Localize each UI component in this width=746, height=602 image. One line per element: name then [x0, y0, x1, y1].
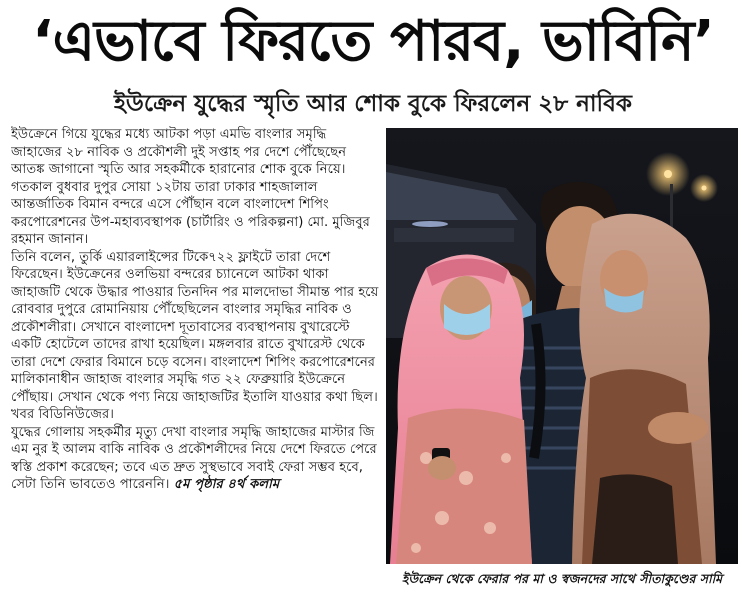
article-body	[11, 126, 379, 596]
article-photo	[386, 128, 738, 564]
photo-illustration	[386, 128, 738, 564]
photo-caption: ইউক্রেন থেকে ফেরার পর মা ও স্বজনদের সাথে সীতাকুণ্ডের সামি	[401, 571, 723, 586]
article-paragraph-3-text: যুদ্ধের গোলায় সহকর্মীর মৃত্যু দেখা বাংলার সমৃদ্ধি জাহাজের মাস্টার জি এম নুর ই আলম বাকি নাবিক ও প্রকৌশলীদের নিয়ে দেশে ফিরতে পেরে স্বস্তি প্রকাশ করেছেন; তবে এত দ্রুত সুস্থভাবে সবাই ফেরা সম্ভব হবে, সেটা তিনি ভাবতেও পারেননি।	[11, 424, 377, 492]
article-paragraph-1: ইউক্রেনে গিয়ে যুদ্ধের মধ্যে আটকা পড়া এমভি বাংলার সমৃদ্ধি জাহাজের ২৮ নাবিক ও প্রকৌশলী দুই সপ্তাহ পর দেশে পৌঁছেছেন আতঙ্ক জাগানো স্মৃতি আর সহকর্মীকে হারানোর শোক বুকে নিয়ে। গতকাল বুধবার দুপুর সোয়া ১২টায় তারা ঢাকার শাহজালাল আন্তর্জাতিক বিমান বন্দরে এসে পৌঁছান বলে বাংলাদেশ শিপিং করপোরেশনের উপ-মহাব্যবস্থাপক (চার্টারিং ও পরিকল্পনা) মো. মুজিবুর রহমান জানান।	[11, 127, 370, 247]
article-headline: ‘এভাবে ফিরতে পারব, ভাবিনি’	[32, 9, 714, 74]
article-subheadline: ইউক্রেন যুদ্ধের স্মৃতি আর শোক বুকে ফিরলেন ২৮ নাবিক	[113, 91, 633, 117]
article-paragraph-3	[11, 424, 379, 494]
continuation-reference: ৫ম পৃষ্ঠার ৪র্থ কলাম	[173, 477, 280, 492]
article-paragraph-2: তিনি বলেন, তুর্কি এয়ারলাইন্সের টিকে৭২২ ফ্লাইটে তারা দেশে ফিরেছেন। ইউক্রেনের ওলভিয়া বন্দরের চ্যানেলে আটকা থাকা জাহাজটি থেকে উদ্ধার পাওয়ার তিনদিন পর মালদোভা সীমান্ত পার হয়ে রোববার দুপুরে রোমানিয়ায় পৌঁছেছিলেন বাংলার সমৃদ্ধির নাবিক ও প্রকৌশলীরা। সেখানে বাংলাদেশ দূতাবাসের ব্যবস্থাপনায় বুখারেস্টে একটি হোটেলে তাদের রাখা হয়েছিল। মঙ্গলবার রাতে বুখারেস্ট থেকে তারা দেশে ফেরার বিমানে চড়ে বসেন। বাংলাদেশ শিপিং করপোরেশনের মালিকানাধীন জাহাজ বাংলার সমৃদ্ধি গত ২২ ফেব্রুয়ারি ইউক্রেনে পৌঁছায়। সেখান থেকে পণ্য নিয়ে জাহাজটির ইতালি যাওয়ার কথা ছিল। খবর বিডিনিউজের।	[11, 249, 379, 422]
